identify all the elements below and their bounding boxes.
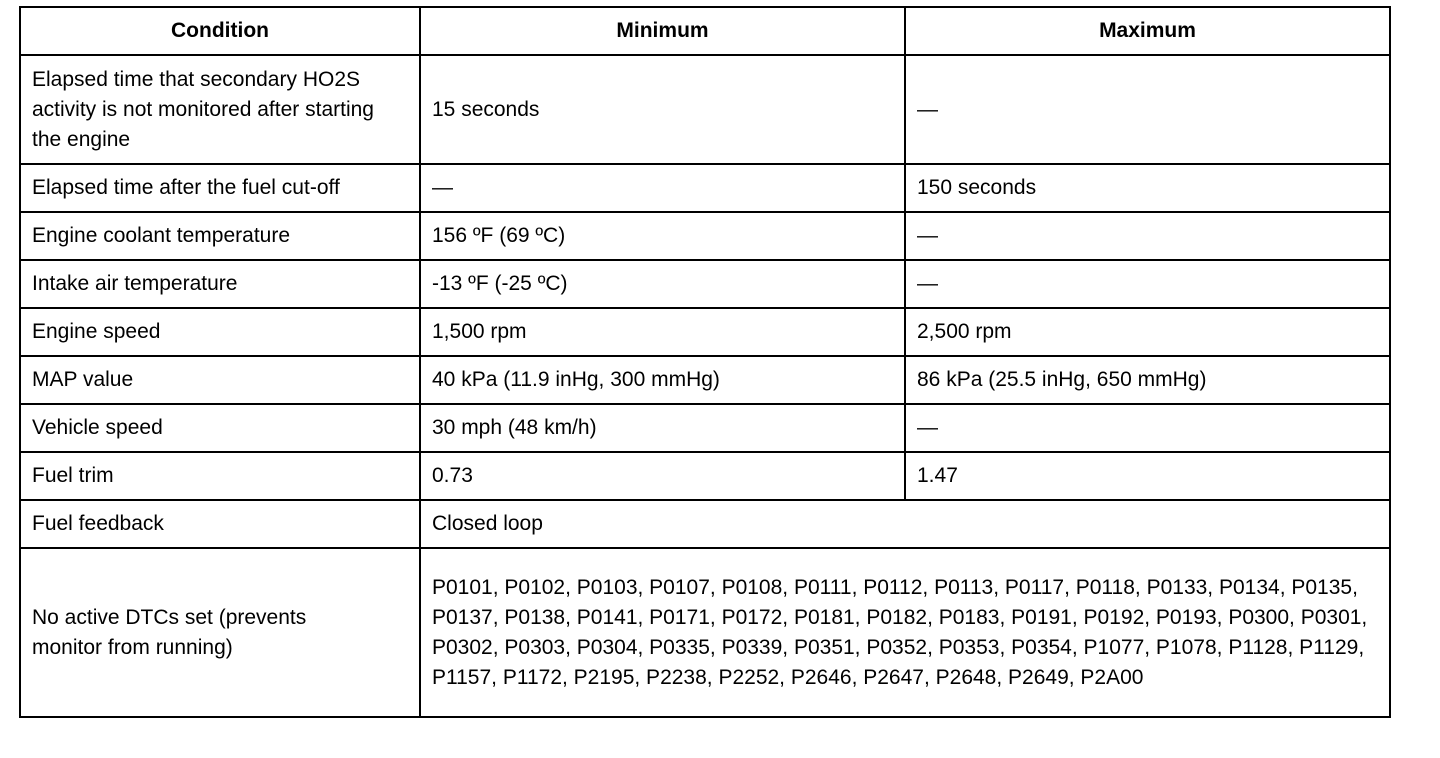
table-row bbox=[20, 404, 1390, 452]
conditions-table bbox=[19, 6, 1391, 718]
table-row bbox=[20, 308, 1390, 356]
condition-cell: Fuel feedback bbox=[20, 500, 420, 548]
condition-cell: Engine coolant temperature bbox=[20, 212, 420, 260]
minimum-cell: — bbox=[420, 164, 905, 212]
condition-cell: Intake air temperature bbox=[20, 260, 420, 308]
condition-cell: Fuel trim bbox=[20, 452, 420, 500]
maximum-cell: — bbox=[905, 404, 1390, 452]
maximum-cell: 1.47 bbox=[905, 452, 1390, 500]
maximum-cell: — bbox=[905, 260, 1390, 308]
minimum-cell: 30 mph (48 km/h) bbox=[420, 404, 905, 452]
header-minimum: Minimum bbox=[420, 7, 905, 55]
header-maximum: Maximum bbox=[905, 7, 1390, 55]
dtc-row bbox=[20, 548, 1390, 717]
maximum-cell: — bbox=[905, 212, 1390, 260]
condition-cell: Elapsed time after the fuel cut-off bbox=[20, 164, 420, 212]
condition-cell: No active DTCs set (prevents monitor from running) bbox=[20, 548, 420, 717]
table-row bbox=[20, 55, 1390, 164]
dtc-list: P0101, P0102, P0103, P0107, P0108, P0111, P0112, P0113, P0117, P0118, P0133, P0134, P0135, P0137, P0138, P0141, P0171, P0172, P0181, P0182, P0183, P0191, P0192, P0193, P0300, P0301, P0302, P0303, P0304, P0335, P0339, P0351, P0352, P0353, P0354, P1077, P1078, P1128, P1129, P1157, P1172, P2195, P2238, P2252, P2646, P2647, P2648, P2649, P2A00 bbox=[420, 548, 1390, 717]
condition-cell: MAP value bbox=[20, 356, 420, 404]
table-row bbox=[20, 212, 1390, 260]
minimum-cell: 1,500 rpm bbox=[420, 308, 905, 356]
table-row bbox=[20, 164, 1390, 212]
minimum-cell: -13 ºF (-25 ºC) bbox=[420, 260, 905, 308]
maximum-cell: — bbox=[905, 55, 1390, 164]
maximum-cell: 150 seconds bbox=[905, 164, 1390, 212]
minimum-cell: 156 ºF (69 ºC) bbox=[420, 212, 905, 260]
fuel-feedback-row bbox=[20, 500, 1390, 548]
table-row bbox=[20, 260, 1390, 308]
table-row bbox=[20, 356, 1390, 404]
condition-cell: Engine speed bbox=[20, 308, 420, 356]
condition-cell: Vehicle speed bbox=[20, 404, 420, 452]
fuel-feedback-value: Closed loop bbox=[420, 500, 1390, 548]
table-row bbox=[20, 452, 1390, 500]
minimum-cell: 15 seconds bbox=[420, 55, 905, 164]
condition-cell: Elapsed time that secondary HO2S activity is not monitored after starting the engine bbox=[20, 55, 420, 164]
maximum-cell: 2,500 rpm bbox=[905, 308, 1390, 356]
maximum-cell: 86 kPa (25.5 inHg, 650 mmHg) bbox=[905, 356, 1390, 404]
minimum-cell: 0.73 bbox=[420, 452, 905, 500]
header-row bbox=[20, 7, 1390, 55]
minimum-cell: 40 kPa (11.9 inHg, 300 mmHg) bbox=[420, 356, 905, 404]
header-condition: Condition bbox=[20, 7, 420, 55]
